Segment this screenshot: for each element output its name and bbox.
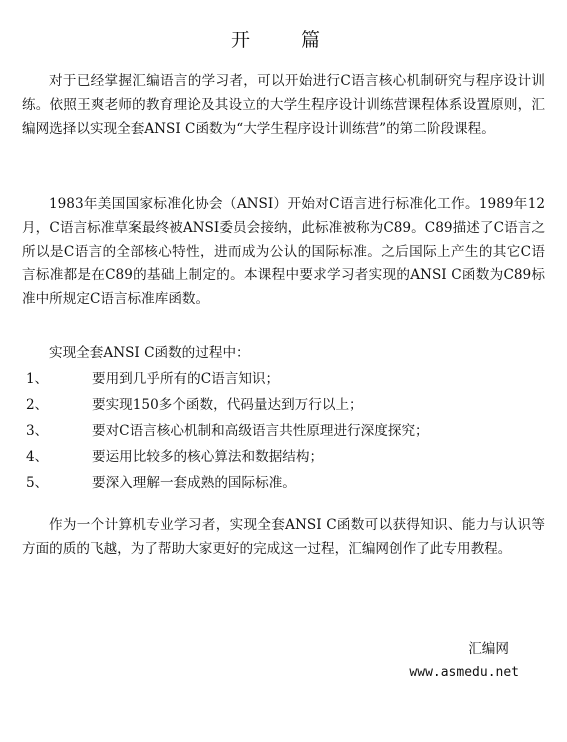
list-item <box>22 392 545 418</box>
list-text: 要实现150多个函数，代码量达到万行以上； <box>92 397 363 413</box>
list-text: 要运用比较多的核心算法和数据结构； <box>92 449 324 465</box>
list-number: 3、 <box>26 423 49 439</box>
list-item <box>22 418 545 444</box>
process-intro-section <box>22 342 545 366</box>
list-text: 要用到几乎所有的C语言知识； <box>92 371 280 387</box>
list-number: 5、 <box>26 475 49 491</box>
list-number: 2、 <box>26 397 49 413</box>
list-item <box>22 366 545 392</box>
signature-name: 汇编网 <box>468 641 509 657</box>
list-text: 要深入理解一套成熟的国际标准。 <box>92 475 296 491</box>
list-item <box>22 444 545 470</box>
ansi-history-paragraph: 1983年美国国家标准化协会（ANSI）开始对C语言进行标准化工作。1989年12月，C语言标准草案最终被ANSI委员会接纳，此标准被称为C89。C89描述了C语言之所以是C语言的全部核心特性，进而成为公认的国际标准。之后国际上产生的其它C语言标准都是在C89的基础上制定的。本课程中要求学习者实现的ANSI C函数为C89标准中所规定C语言标准库函数。 <box>22 196 545 308</box>
process-intro: 实现全套ANSI C函数的过程中： <box>49 345 250 361</box>
intro-paragraph: 对于已经掌握汇编语言的学习者，可以开始进行C语言核心机制研究与程序设计训练。依照王爽老师的教育理论及其设立的大学生程序设计训练营课程体系设置原则，汇编网选择以实现全套ANSI C函数为“大学生程序设计训练营”的第二阶段课程。 <box>22 73 545 137</box>
page-title: 开 篇 <box>230 29 336 51</box>
process-list <box>22 366 545 496</box>
conclusion-paragraph: 作为一个计算机专业学习者，实现全套ANSI C函数可以获得知识、能力与认识等方面的质的飞越，为了帮助大家更好的完成这一过程，汇编网创作了此专用教程。 <box>22 517 545 557</box>
list-text: 要对C语言核心机制和高级语言共性原理进行深度探究； <box>92 423 429 439</box>
intro-paragraph-section <box>22 70 545 141</box>
list-number: 1、 <box>26 371 49 387</box>
conclusion-section <box>22 514 545 562</box>
list-number: 4、 <box>26 449 49 465</box>
ansi-history-section <box>22 193 545 312</box>
list-item <box>22 470 545 496</box>
signature-url: www.asmedu.net <box>409 665 519 680</box>
